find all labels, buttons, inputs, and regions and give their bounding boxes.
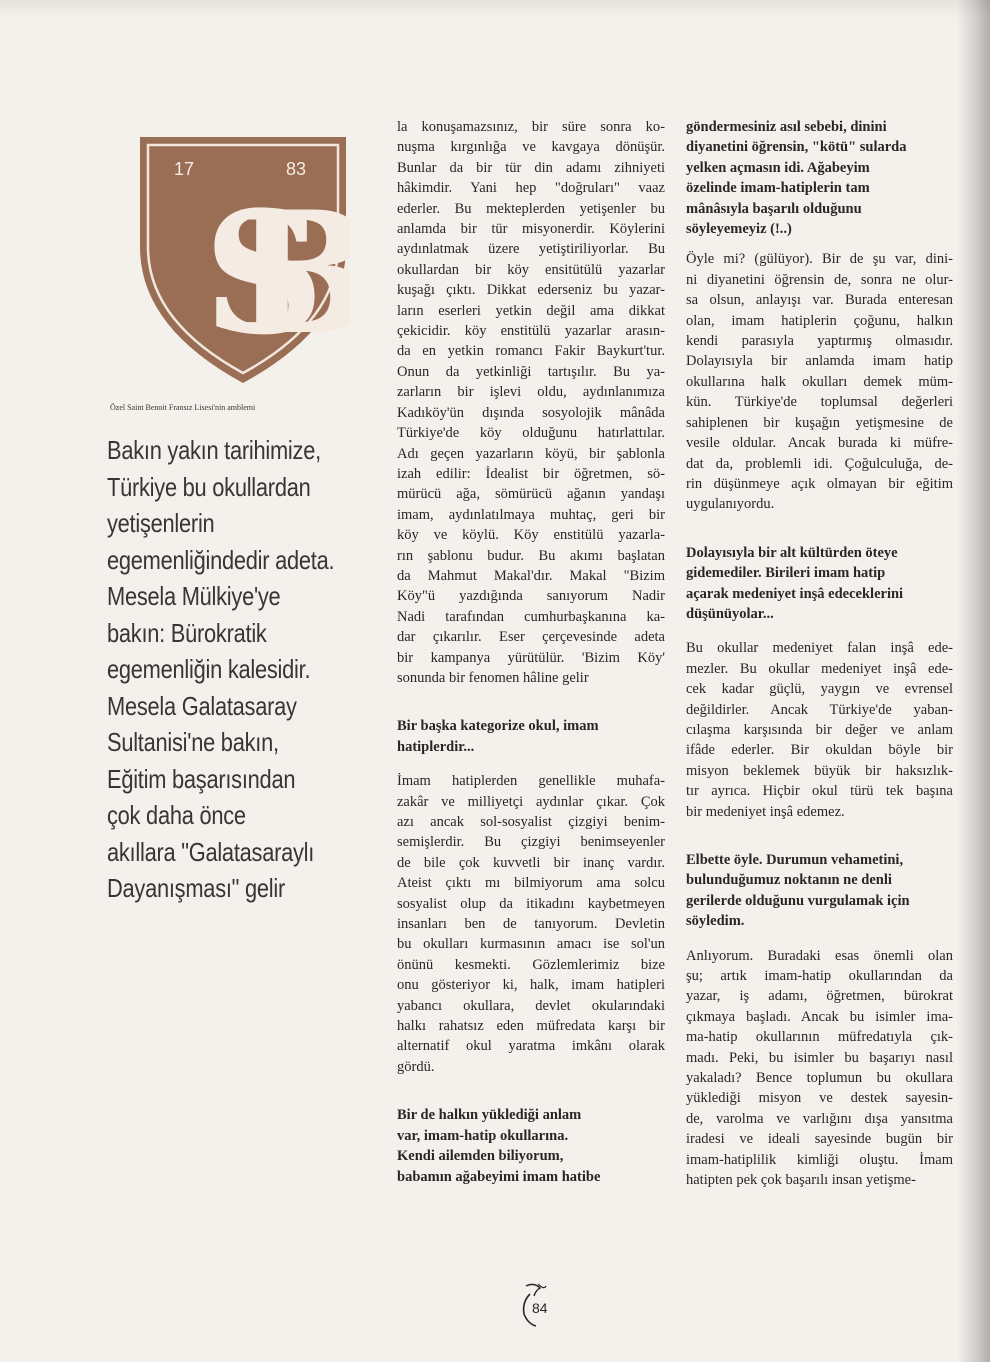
text-line: bir kampanya yürütülür. 'Bizim Köy' xyxy=(397,649,665,666)
pull-quote-line: egemenliğin kalesidir. xyxy=(107,654,311,684)
text-line: azı ancak sol-sosyalist çizgiyi benim- xyxy=(397,814,665,830)
text-line: da Mahmut Makal'dır. Makal "Bizim xyxy=(397,567,665,584)
text-line: de, varolma ve varlığını dışa yansıtma xyxy=(686,1110,953,1127)
text-line: yazar, iş adamı, öğretmen, bürokrat xyxy=(686,988,953,1005)
text-line: yakaladı? Bence toplumun bu okullara xyxy=(686,1070,953,1087)
question-line: gerilerde olduğunu vurgulamak için xyxy=(686,892,910,909)
text-line: anlamda bir tür misyonerdir. Köylerini xyxy=(397,221,665,238)
text-line: imam-hatiplilik kimliği oluştu. İmam xyxy=(686,1151,953,1168)
text-line: değildirler. Ancak Türkiye'de yaban- xyxy=(686,701,953,718)
question-line: mânâsıyla başarılı olduğunu xyxy=(686,200,862,217)
text-line: tır ayrıca. Hiçbir okul türü tek başına xyxy=(686,783,953,800)
text-line: Onun da yetkinliği tartışılır. Bu ya- xyxy=(397,363,665,380)
question-line: diyanetini öğrensin, "kötü" sularda xyxy=(686,139,907,156)
school-emblem xyxy=(136,127,350,385)
question-line: söyleyemeyiz (!..) xyxy=(686,221,792,238)
text-line: dat da, problemli idi. Çoğulculuğa, de- xyxy=(686,455,953,472)
pull-quote-line: Dayanışması" gelir xyxy=(107,873,286,903)
pull-quote-line: yetişenlerin xyxy=(107,508,215,538)
pull-quote-line: Mesela Mülkiye'ye xyxy=(107,581,281,611)
text-line: çekicidir. köy enstitülü yazarlar arasın- xyxy=(397,323,665,340)
question-line: düşünüyolar... xyxy=(686,605,774,622)
question-line: yelken açmasın idi. Ağabeyim xyxy=(686,159,870,176)
text-line: sa olsun, anlayışı var. Burada enteresan xyxy=(686,292,953,309)
text-line: ifâde ederler. Bir okuldan böyle bir xyxy=(686,742,953,759)
question-line: var, imam-hatip okullarına. xyxy=(397,1127,569,1144)
page-edge-shadow xyxy=(956,0,990,1362)
text-line: dar çıkarılır. Eser çerçevesinde adeta xyxy=(397,629,665,646)
text-line: olan, imam hatiplerin çoğunu, halkın xyxy=(686,312,953,329)
question-line: Bir de halkın yüklediği anlam xyxy=(397,1107,582,1124)
text-line: nuşma kırgınlığa ve kavgaya dönüşür. xyxy=(397,139,665,156)
text-line: zarların bir işlevi oldu, aydınlanımıza xyxy=(397,384,665,401)
pull-quote-line: çok daha önce xyxy=(107,800,246,830)
text-line: aydınlatmak üzere yetiştiriliyorlar. Bu xyxy=(397,241,665,258)
text-line: insanları ben de tanıyorum. Devletin xyxy=(397,916,665,933)
text-line: yüklediği misyon ve destek sayesin- xyxy=(686,1090,953,1107)
text-line: İmam hatiplerden genellikle muhafa- xyxy=(397,773,665,790)
text-line: Köy"ü yazdığında sanıyorum Nadir xyxy=(397,588,665,605)
text-line: okullarına halk okulları demek müm- xyxy=(686,373,953,390)
text-line: köy ve köylü. Köy enstitülü yazarla- xyxy=(397,527,665,544)
text-line: kün. Türkiye'de toplumsal değerleri xyxy=(686,394,953,411)
page-number: 84 xyxy=(532,1300,548,1316)
question-line: özelinde imam-hatiplerin tam xyxy=(686,180,870,197)
text-line: bir medeniyet inşâ edemez. xyxy=(686,803,845,820)
text-line: ların eserleri yetkin değil ama dikkat xyxy=(397,302,665,319)
question-line: hatiplerdir... xyxy=(397,738,475,755)
text-line: Türkiye'de köy olduğunu hatırlattılar. xyxy=(397,425,665,442)
text-line: onu gösteriyor ki, halk, imam hatipleri xyxy=(397,977,665,994)
pull-quote-line: Sultanisi'ne bakın, xyxy=(107,727,279,757)
text-line: la konuşamazsınız, bir süre sonra ko- xyxy=(397,119,665,135)
text-line: Bunlar da bir tür din adamı zihniyeti xyxy=(397,159,665,176)
text-line: çıkmaya başladı. Ancak bu isimler ima- xyxy=(686,1008,953,1025)
question-line: açarak medeniyet inşâ edeceklerini xyxy=(686,585,904,602)
emblem-year-right: 83 xyxy=(286,159,307,179)
pull-quote-line: Türkiye bu okullardan xyxy=(107,471,311,502)
text-line: cılaşma karşısında bir değer ve anlam xyxy=(686,721,953,738)
question-line: babamın ağabeyimi imam hatibe xyxy=(397,1168,601,1185)
text-line: cek kadar güçlü, yaygın ve evrensel xyxy=(686,681,953,698)
text-line: Nadi tarafından cumhurbaşkanına ka- xyxy=(397,608,665,625)
text-line: alternatif okul yaratma imkânı olarak xyxy=(397,1038,665,1055)
text-line: kuşağı çıktı. Dikkat ederseniz bu yazar- xyxy=(397,282,665,299)
question-line: bulunduğumuz noktanın ne denli xyxy=(686,872,892,889)
text-line: önünü kesmekti. Gözlemlerimiz bize xyxy=(397,956,665,973)
text-line: yabancı okullara, devlet okularındaki xyxy=(397,997,665,1014)
pull-quote-line: bakın: Bürokratik xyxy=(107,617,267,648)
text-line: sonunda bir fenomen hâline gelir xyxy=(397,669,589,686)
text-line: Bu okullar medeniyet falan inşâ ede- xyxy=(686,640,953,657)
text-line: şu; artık imam-hatip okullarından da xyxy=(686,968,953,985)
pull-quote-line: Bakın yakın tarihimize, xyxy=(107,435,321,465)
emblem-caption: Özel Saint Benoit Fransız Lisesi'nin amblemi xyxy=(110,403,256,412)
question-line: göndermesiniz asıl sebebi, dinini xyxy=(686,119,887,135)
text-line: izah edilir: İdealist bir öğretmen, sö- xyxy=(397,465,665,482)
pull-quote-line: akıllara "Galatasaraylı xyxy=(107,836,315,867)
question-line: Bir başka kategorize okul, imam xyxy=(397,718,599,735)
text-line: zakâr ve milliyetçi aydınlar çıkar. Çok xyxy=(397,793,665,810)
text-line: gördü. xyxy=(397,1058,435,1075)
text-line: uygulanıyordu. xyxy=(686,496,775,513)
text-line: mürücü ağa, sömürücü ağanın yandaşı xyxy=(397,486,665,503)
text-line: sahiplenen bir kuşağın yetişmesine de xyxy=(686,414,953,431)
pull-quote-line: Eğitim başarısından xyxy=(107,763,296,794)
text-line: halkı rahatsız eden müfredata karşı bir xyxy=(397,1018,665,1035)
question-line: Elbette öyle. Durumun vehametini, xyxy=(686,852,904,868)
text-line: rın şablonu budur. Bu akımı başlatan xyxy=(397,547,665,564)
text-line: okullardan bir köy ensitütülü yazarlar xyxy=(397,261,665,278)
text-line: ni diyanetini öğrensin de, sonra ne olur- xyxy=(686,271,953,288)
text-line: Öyle mi? (gülüyor). Bir de şu var, dini- xyxy=(686,251,953,268)
text-line: ederler. Bu mekteplerden yetişenler bu xyxy=(397,200,665,217)
text-line: Adı geçen yazarların köyü, bir şablonla xyxy=(397,445,665,462)
text-line: rin düşünmeye açık olmayan bir eğitim xyxy=(686,475,953,492)
text-column-middle xyxy=(397,117,665,1187)
text-line: imam, aydınlatılmaya muhtaç, geri bir xyxy=(397,506,665,523)
text-line: semişlerdir. Bu çizgiyi benimseyenler xyxy=(397,834,665,851)
text-line: misyon beklemek büyük bir haksızlık- xyxy=(686,762,953,779)
text-line: vesile oldular. Ancak burada ki müfre- xyxy=(686,435,953,452)
question-line: söyledim. xyxy=(686,913,745,930)
text-line: Anlıyorum. Buradaki esas önemli olan xyxy=(686,947,953,964)
text-line: Ateist çıktı mı bilmiyorum ama solcu xyxy=(397,875,665,892)
question-line: Kendi ailemden biliyorum, xyxy=(397,1148,564,1165)
emblem-monogram: SB xyxy=(203,174,283,372)
text-line: Kadıköy'ün dışında sosyolojik mânâda xyxy=(397,404,665,421)
text-line: iradesi ve ideali sayesinde bugün bir xyxy=(686,1131,953,1148)
emblem-year-left: 17 xyxy=(174,159,195,179)
page-edge-top xyxy=(0,0,990,18)
text-line: ma-hatip okullarının müfredatıyla çık- xyxy=(686,1029,953,1046)
text-line: kendi parasıyla yaptırmış olmasıdır. xyxy=(686,333,953,350)
text-line: bu okulları kurmasının amacı ise sol'un xyxy=(397,936,665,953)
question-line: gidemediler. Birileri imam hatip xyxy=(686,565,886,582)
text-column-right xyxy=(686,117,953,1191)
question-line: Dolayısıyla bir alt kültürden öteye xyxy=(686,544,898,561)
pull-quote-line: Mesela Galatasaray xyxy=(107,690,297,721)
text-line: mezler. Bu okullar medeniyet inşâ ede- xyxy=(686,660,953,677)
text-line: Dolayısıyla bir anlamda imam hatip xyxy=(686,353,953,370)
text-line: de bile çok kuvvetli bir inanç vardır. xyxy=(397,854,665,871)
text-line: hatipten pek çok başarılı insan yetişme- xyxy=(686,1172,916,1189)
text-line: madı. Peki, bu isimler bu başarıyı nasıl xyxy=(686,1049,953,1066)
text-line: hâkimdir. Yani hep "doğruları" vaaz xyxy=(397,180,665,197)
pull-quote-line: egemenliğindedir adeta. xyxy=(107,544,335,575)
pull-quote xyxy=(107,432,335,907)
text-line: da en yetkin romancı Fakir Baykurt'tur. xyxy=(397,343,665,360)
text-line: sosyalist olup da itikadını kaybetmeyen xyxy=(397,895,665,912)
